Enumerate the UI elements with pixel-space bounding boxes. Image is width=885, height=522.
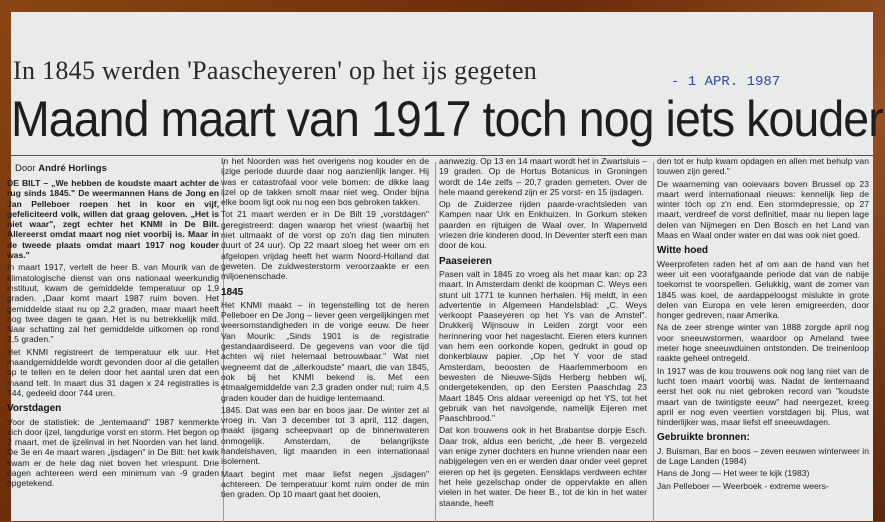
paragraph: In het Noorden was het overigens nog kouder en de ijzige periode duurde daar nog aanzienlijk langer. Hij was er catastrofaal voor vele bomen: de dikke laag ijzel op de takken smolt maar niet weg. Onder bijna elke boom ligt ook nu nog een bos gebroken takken. bbox=[221, 156, 429, 208]
paragraph: Het KNMI maakt – in tegenstelling tot de heren Pelleboer en De Jong – liever geen vergelijkingen met weersomstandigheden in de vorige eeuw. De heer Van Mourik: „Sinds 1901 is de registratie gestandaardiseerd. De gegevens van voor die tijd achten wij niet helemaal betrouwbaar." Wat niet wegneemt dat de „allerkoudste" maart, die van 1845, ook bij het KNMI bekend is. Met een etmaalgemiddelde van 2,3 graden onder nul; ruim 4,5 graden kouder dan de huidige lentemaand. bbox=[221, 299, 429, 403]
paragraph: aanwezig. Op 13 en 14 maart wordt het in Zwartsluis – 19 graden. Op de Hortus Botanicus in Groningen wordt de 14e zelfs – 20,7 graden gemeten. Over de hele maand gerekend zijn er 25 vorst- en 15 ijsdagen. bbox=[439, 156, 647, 197]
column-divider bbox=[653, 162, 654, 522]
paragraph: Op de Zuiderzee rijden paarde-vrachtsleden van Kampen naar Urk en Enkhuizen. In Gorkum steken paarden en rijtuigen de Waal over. In Wapenveld vriezen drie kinderen dood. In Deventer sterft een man door de kou. bbox=[439, 199, 647, 251]
source-item: Hans de Jong — Het weer te kijk (1983) bbox=[657, 468, 810, 479]
paragraph: 1845. Dat was een bar en boos jaar. De winter zet al vroeg in. Van 3 december tot 3 april, 112 dagen, maakt ijsgang scheepvaart op de binnenwateren onmogelijk. Amsterdam, de belangrijkste handelshaven, ligt maanden in een internationaal isolement. bbox=[221, 404, 429, 467]
column-4 bbox=[657, 156, 869, 493]
paragraph: Maart begint met maar liefst negen „ijsdagen" achtereen. De temperatuur komt ruim onder de min tien graden. Op 10 maart gaat het dooien, bbox=[221, 468, 429, 500]
paragraph: den tot er hulp kwam opdagen en allen met behulp van touwen zijn gered." bbox=[657, 156, 869, 177]
source-item: J. Buisman, Bar en boos – zeven eeuwen winterweer in de Lage Landen (1984) bbox=[657, 445, 869, 467]
paragraph: Weerprofeten raden het af om aan de hand van het weer uit een voorafgaande periode dat van de nabije toekomst te voorspellen. Gelukkig, want de zomer van 1845 was koel, de aardappeloogst mislukte in grote delen van Europa en vele leren emigreerden, door honger gedreven, naar Amerika. bbox=[657, 258, 869, 321]
kicker-headline: In 1845 werden 'Paascheyeren' op het ijs gegeten bbox=[13, 56, 538, 85]
subheading: Vorstdagen bbox=[7, 403, 62, 415]
column-1 bbox=[7, 178, 219, 491]
subheading: Gebruikte bronnen: bbox=[657, 432, 750, 444]
paragraph: Tot 21 maart werden er in De Bilt 19 „vorstdagen" geregistreerd: dagen waarop het vriest (waarbij het niet uitmaakt of de vorst op zo'n dag tien minuten duurt of 24 uur). Op 22 maart sloeg het weer om en afgelopen vrijdag heeft het warm Noord-Holland dat geweten. De zuidwesterstorm veroorzaakte er een miljoenenschade. bbox=[221, 209, 429, 282]
paragraph: In maart 1917, vertelt de heer B. van Mourik van de klimatologische dienst van ons nationaal weerkundig instituut, kwam de gemiddelde temperatuur op 1,9 graden. „Daar komt maart 1987 ruim boven. Het gemiddelde staat nu op 2,2 graden, maar maart heeft nog twee dagen te gaan. Het is nu betrekkelijk mild. Naar schatting zal het gemiddelde uitkomen op rond 2,5 graden." bbox=[7, 262, 219, 345]
subheading: 1845 bbox=[221, 286, 244, 298]
paragraph: Na de zeer strenge winter van 1888 zorgde april nog voor sneeuwstormen, waardoor op Ameland twee meter hoge sneeuwduinen ontstonden. De treinenloop raakte geheel ontregeld. bbox=[657, 322, 869, 364]
paragraph: Voor de statistiek: de „lentemaand" 1987 kenmerkte zich door ijzel, langdurige vorst en storm. Het begon op 2 maart, met de ijzelinval in het Noorden van het land. De 3e en 4e maart waren „ijsdagen" in De Bilt: het kwik kwam er de hele dag niet boven het vriespunt. Drie dagen achtereen werd een minimum van -9 graden opgetekend. bbox=[7, 416, 219, 489]
column-2 bbox=[221, 156, 429, 502]
subheading: Paaseieren bbox=[439, 255, 492, 267]
paragraph: De waarneming van ooievaars boven Brussel op 23 maart werd internationaal nieuws: kennelijk liep de winter tóch op z'n end. Een stormdepressie, op 27 maart, verdreef de vorst definitief, maar nu liepen lage delen van Nijmegen en Den Bosch en het Land van Maas en Waal onder water en dat was ook niet goed. bbox=[657, 178, 869, 241]
byline-author: André Horlings bbox=[38, 163, 107, 174]
subheading: Witte hoed bbox=[657, 245, 709, 257]
source-item: Jan Pelleboer — Weerboek - extreme weers- bbox=[657, 480, 829, 491]
date-stamp: - 1 APR. 1987 bbox=[671, 74, 781, 90]
paragraph: Het KNMI registreert de temperatuur elk uur. Het maandgemiddelde wordt gevonden door al die getallen op te tellen en te delen door het aantal uren dat een maand telt. In maart dus 31 dagen x 24 registraties is 744, gedeeld door 744 uren. bbox=[7, 346, 219, 398]
paragraph: Pasen valt in 1845 zo vroeg als het maar kan: op 23 maart. In Amsterdam denkt de koopman C. Weys een stunt uit 1771 te kunnen herhalen. Hij meldt, in een advertentie in Algemeen Handelsblad: „C. Weys verkoopt Paaseyeren op het Ys van de Amstel". Drukkerij Wijnsouw in Leiden zorgt voor een herinnering voor het nageslacht. Eieren eters kunnen van hem een oorkonde kopen, gedrukt in goud op donkerblauw papier. „Op het Y voor de stad Amsterdam, beoosten de Haarlemmerboom en bewesten de Nieuwe-Sijds Herberg hebben wij, ondergetekenden, op den Eersten Paaschdag 23 Maart 1845 Ons aldaar vereenigd op het YS, tot het gebruik van het navolgende, namelijk Eijeren met Paaschbrood." bbox=[439, 268, 647, 424]
byline bbox=[15, 163, 107, 174]
column-divider bbox=[435, 162, 436, 522]
paragraph: In 1917 was de kou trouwens ook nog lang niet van de lucht toen maart voorbij was. Nadat de lentemaand eerst het ook nu niet gebroken record van "koudste maart van de twintigste eeuw" had neergezet, kreeg april er nog even veertien vorstdagen bij. Plus, wat hinderlijker was, maar liefst elf sneeuwdagen. bbox=[657, 365, 869, 428]
main-headline: Maand maart van 1917 toch nog iets kouder bbox=[11, 91, 883, 147]
column-3 bbox=[439, 156, 647, 510]
newspaper-clipping bbox=[7, 12, 883, 521]
byline-prefix: Door bbox=[15, 163, 36, 174]
paragraph: Dat kon trouwens ook in het Brabantse dorpje Esch. Daar trok, aldus een bericht, „de heer B. vergezeld van enige zyner dochters en hunne vrienden naar een nabijgelegen ven en er werden daar onder veel gepret eieren op het ijs gegeten. Eensklaps verdween echter het hele gezelschap onder de oppervlakte en allen vielen in het water. De heer B., tot de kin in het water staande, heeft bbox=[439, 425, 647, 508]
lead-paragraph: DE BILT – „We hebben de koudste maart achter de rug sinds 1845." De weermannen Hans de Jong en Jan Pelleboer roepen het in koor en vijf, gefeliciteerd volk, willen dat graag geloven. „Het is niet waar", zegt echter het KNMI in De Bilt. Allereerst omdat maart nog niet voorbij is. Maar in de tweede plaats omdat maart 1917 nog kouder was." bbox=[7, 178, 219, 261]
